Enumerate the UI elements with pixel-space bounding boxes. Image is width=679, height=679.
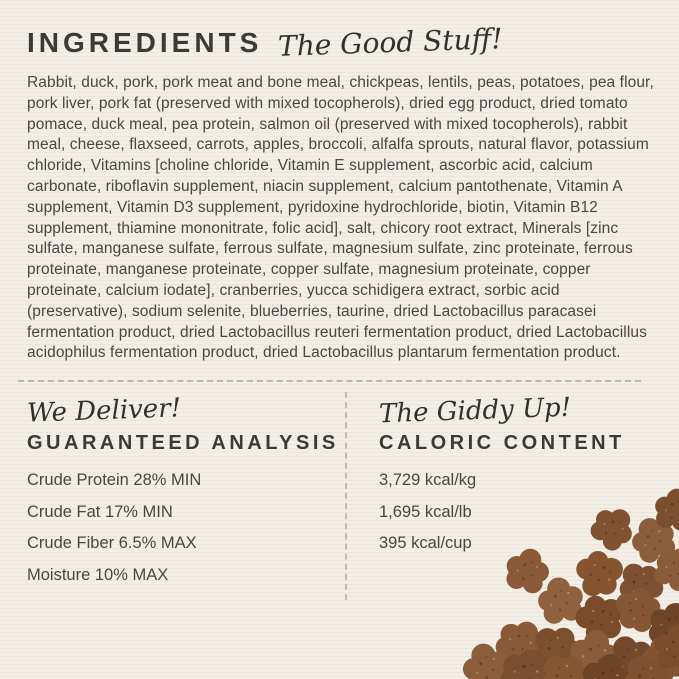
caloric-item-lb: 1,695 kcal/lb (379, 502, 472, 521)
horizontal-dashed-divider (18, 380, 641, 382)
ingredients-tagline: The Good Stuff! (277, 22, 504, 63)
ingredients-text: Rabbit, duck, pork, pork meat and bone meal, chickpeas, lentils, peas, potatoes, pea flour, pork liver, pork fat (preserved with mixed tocopherols), dried egg product, dried tomato pomace, duck meal, pea protein, salmon oil (preserved with mixed tocopherols), rabbit meal, cheese, flaxseed, carrots, apples, broccoli, alfalfa sprouts, natural flavor, potassium chloride, Vitamins [choline chloride, Vitamin E supplement, ascorbic acid, calcium carbonate, riboflavin supplement, niacin supplement, calcium pantothenate, Vitamin A supplement, Vitamin D3 supplement, pyridoxine hydrochloride, biotin, Vitamin B12 supplement, thiamine mononitrate, folic acid], salt, chicory root extract, Minerals [zinc sulfate, manganese sulfate, ferrous sulfate, magnesium sulfate, zinc proteinate, ferrous proteinate, manganese proteinate, copper sulfate, magnesium proteinate, copper proteinate, calcium iodate], cranberries, yucca schidigera extract, sorbic acid (preservative), sodium selenite, blueberries, taurine, dried Lactobacillus paracasei fermentation product, dried Lactobacillus reuteri fermentation product, dried Lactobacillus acidophilus fermentation product, dried Lactobacillus plantarum fermentation product. (27, 74, 654, 362)
guaranteed-analysis-title: GUARANTEED ANALYSIS (27, 432, 339, 455)
guaranteed-analysis-tagline: We Deliver! (26, 393, 182, 429)
analysis-item-fat: Crude Fat 17% MIN (27, 502, 173, 521)
caloric-content-tagline: The Giddy Up! (378, 392, 572, 430)
analysis-item-fiber: Crude Fiber 6.5% MAX (27, 534, 197, 553)
guaranteed-analysis-section (26, 390, 339, 600)
ingredients-header (0, 0, 679, 63)
caloric-content-title: CALORIC CONTENT (379, 432, 625, 455)
analysis-item-moisture: Moisture 10% MAX (27, 565, 169, 584)
guaranteed-analysis-list (27, 471, 315, 585)
caloric-item-kg: 3,729 kcal/kg (379, 471, 477, 490)
caloric-item-cup: 395 kcal/cup (379, 534, 472, 553)
analysis-item-protein: Crude Protein 28% MIN (27, 471, 202, 490)
ingredients-title: INGREDIENTS (27, 27, 263, 58)
kibble-photo (407, 477, 679, 679)
